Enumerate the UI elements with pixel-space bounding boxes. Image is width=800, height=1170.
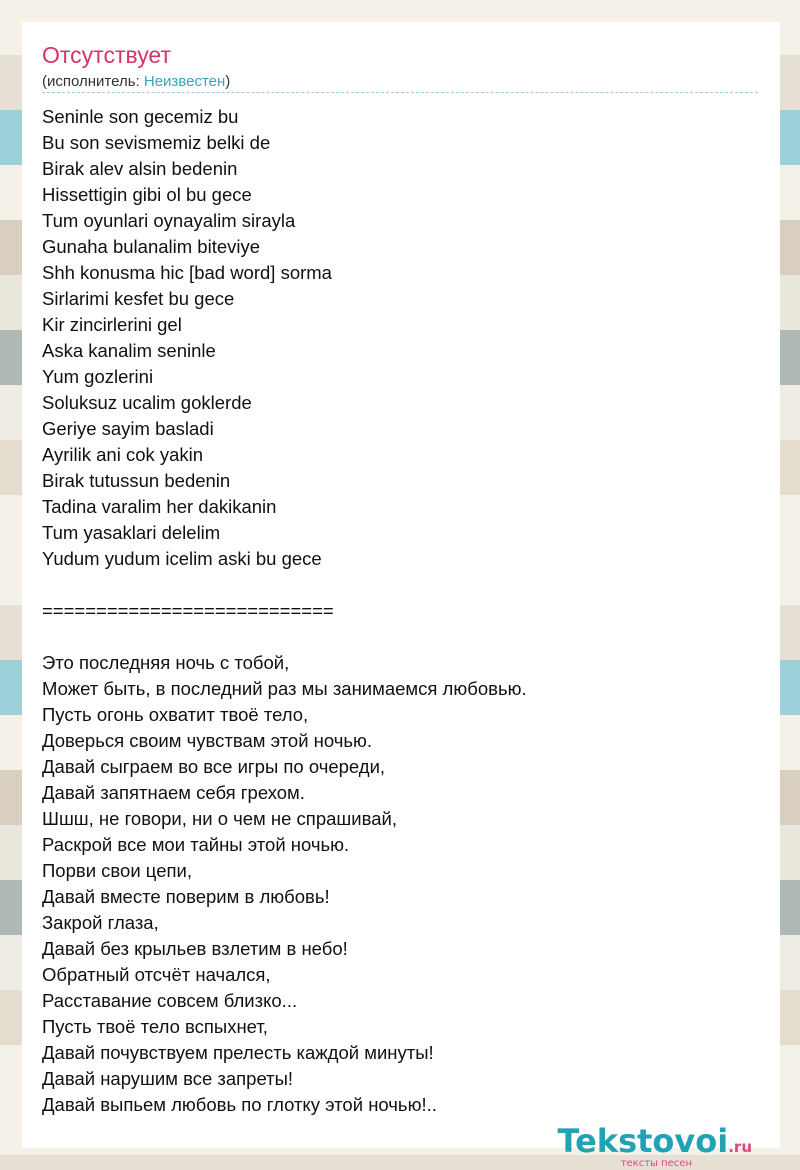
lyric-line: Seninle son gecemiz bu (42, 106, 239, 127)
lyrics-card (22, 22, 780, 1169)
logo-name: Tekstovoi (557, 1122, 729, 1160)
lyric-line: Soluksuz ucalim goklerde (42, 392, 252, 413)
lyric-line: Tum yasaklari delelim (42, 522, 221, 543)
lyric-line: Давай без крыльев взлетим в небо! (42, 938, 348, 959)
lyric-line: Hissettigin gibi ol bu gece (42, 184, 252, 205)
lyric-line: Sirlarimi kesfet bu gece (42, 288, 235, 309)
artist-line (42, 72, 230, 92)
lyric-line: Birak alev alsin bedenin (42, 158, 238, 179)
lyric-line: Ayrilik ani cok yakin (42, 444, 204, 465)
lyric-line: Раскрой все мои тайны этой ночью. (42, 834, 350, 855)
lyric-line: Yum gozlerini (42, 366, 154, 387)
lyric-line: Шшш, не говори, ни о чем не спрашивай, (42, 808, 397, 829)
lyric-line: Kir zincirlerini gel (42, 314, 182, 335)
lyric-line: Aska kanalim seninle (42, 340, 216, 361)
lyrics-text (42, 104, 758, 1118)
lyric-line: Расставание совсем близко... (42, 990, 298, 1011)
lyric-line: Geriye sayim basladi (42, 418, 214, 439)
lyric-blank-line (42, 572, 758, 598)
lyric-line: Давай выпьем любовь по глотку этой ночью!.. (42, 1094, 437, 1115)
site-logo[interactable] (557, 1122, 752, 1169)
artist-prefix: (исполнитель: (42, 73, 144, 90)
logo-tagline: тексты песен (620, 1158, 692, 1169)
lyric-line: Порви свои цепи, (42, 860, 192, 881)
lyric-line: Пусть огонь охватит твоё тело, (42, 704, 309, 725)
lyric-line: Пусть твоё тело вспыхнет, (42, 1016, 268, 1037)
lyric-line: Давай почувствуем прелесть каждой минуты! (42, 1042, 434, 1063)
lyric-line: Tum oyunlari oynayalim sirayla (42, 210, 296, 231)
lyric-line: Birak tutussun bedenin (42, 470, 231, 491)
lyric-line: =========================== (42, 600, 334, 621)
lyric-line: Закрой глаза, (42, 912, 159, 933)
artist-link[interactable]: Неизвестен (143, 73, 226, 90)
lyric-line: Обратный отсчёт начался, (42, 964, 271, 985)
header-divider (42, 92, 758, 93)
lyric-line: Это последняя ночь с тобой, (42, 652, 290, 673)
lyric-line: Gunaha bulanalim biteviye (42, 236, 261, 257)
lyric-line: Bu son sevismemiz belki de (42, 132, 271, 153)
song-title: Отсутствует (42, 42, 171, 68)
lyric-line: Давай запятнаем себя грехом. (42, 782, 305, 803)
lyric-line: Shh konusma hic [bad word] sorma (42, 262, 332, 283)
logo-tld: .ru (728, 1138, 752, 1156)
lyric-line: Давай сыграем во все игры по очереди, (42, 756, 386, 777)
lyric-line: Доверься своим чувствам этой ночью. (42, 730, 373, 751)
lyric-line: Может быть, в последний раз мы занимаемся любовью. (42, 678, 527, 699)
lyric-blank-line (42, 624, 758, 650)
lyric-line: Давай нарушим все запреты! (42, 1068, 294, 1089)
lyric-line: Yudum yudum icelim aski bu gece (42, 548, 322, 569)
lyric-line: Tadina varalim her dakikanin (42, 496, 277, 517)
artist-suffix: ) (225, 73, 231, 90)
lyric-line: Давай вместе поверим в любовь! (42, 886, 330, 907)
